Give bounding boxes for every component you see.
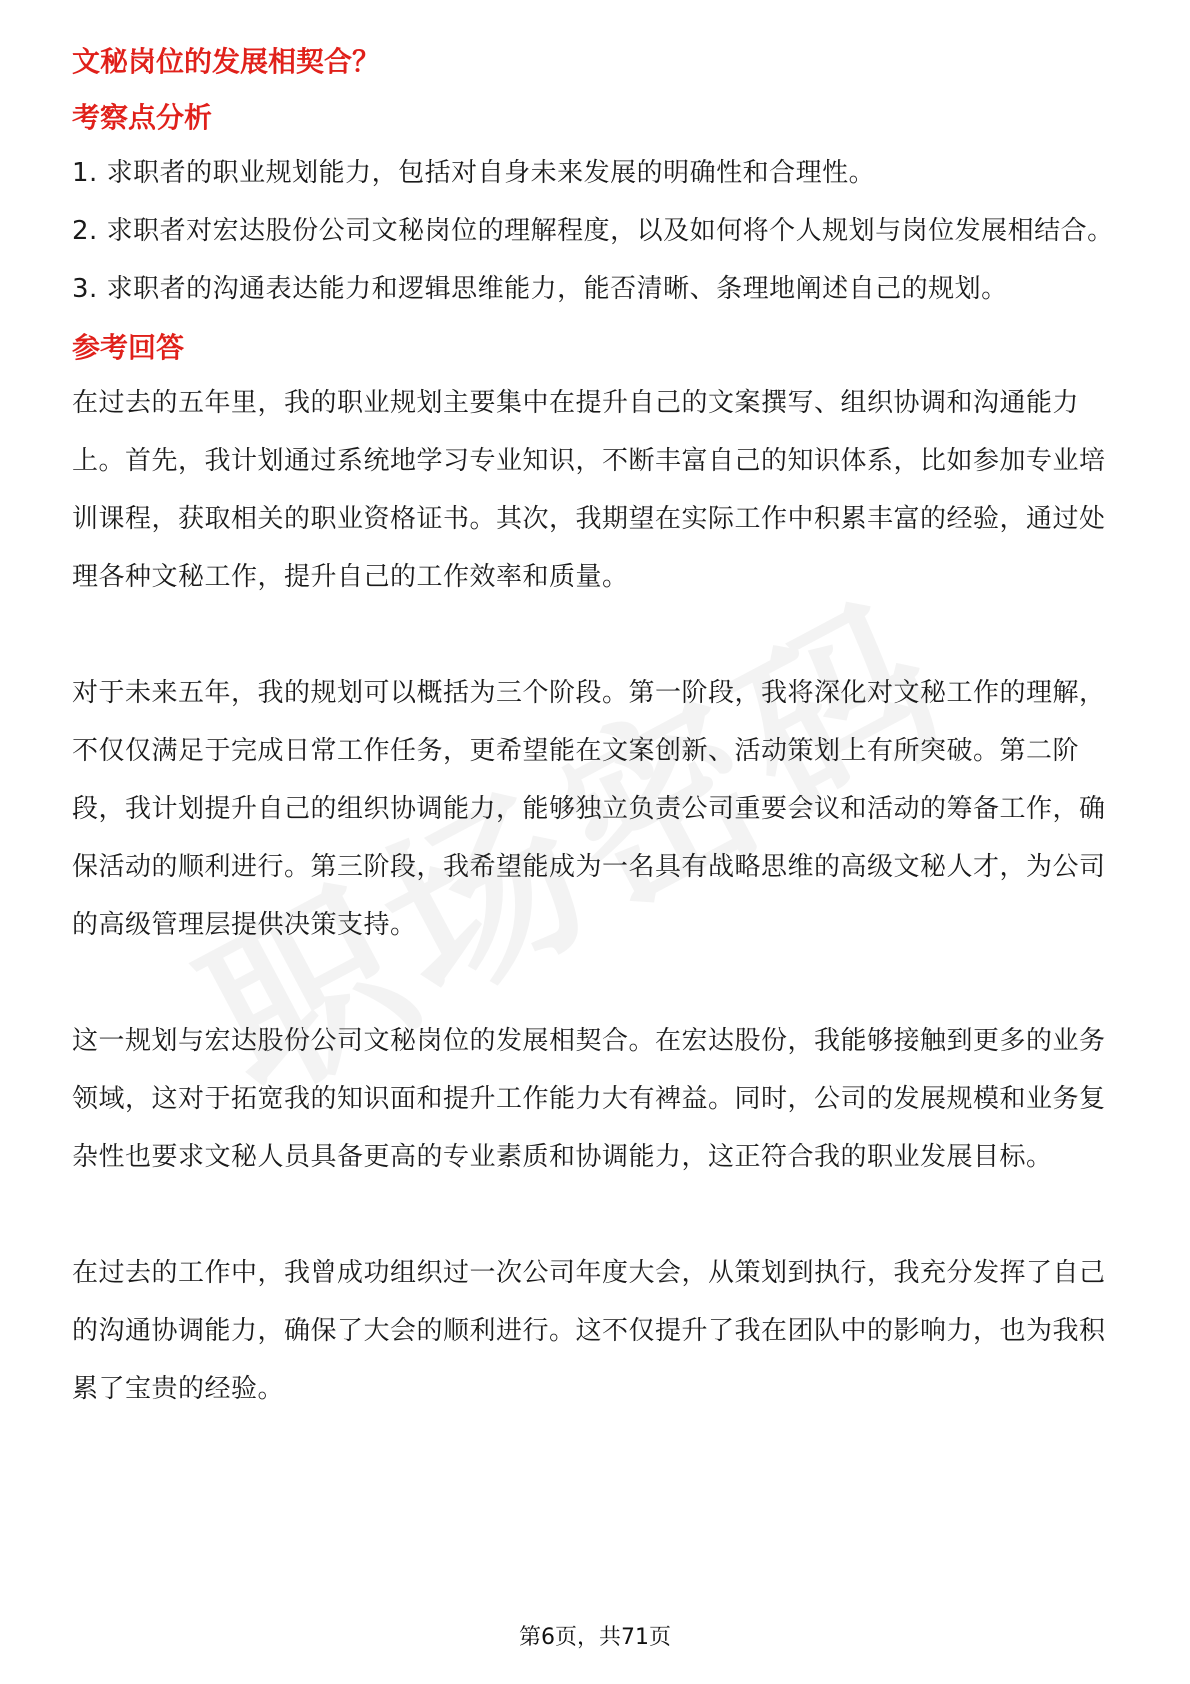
analysis-item: 3. 求职者的沟通表达能力和逻辑思维能力，能否清晰、条理地阐述自己的规划。 <box>72 274 1008 304</box>
answer-paragraph: 在过去的工作中，我曾成功组织过一次公司年度大会，从策划到执行，我充分发挥了自己的沟通协调能力，确保了大会的顺利进行。这不仅提升了我在团队中的影响力，也为我积累了宝贵的经验。 <box>72 1258 1106 1404</box>
answer-heading: 参考回答 <box>72 331 185 364</box>
answer-paragraph: 这一规划与宏达股份公司文秘岗位的发展相契合。在宏达股份，我能够接触到更多的业务领域，这对于拓宽我的知识面和提升工作能力大有裨益。同时，公司的发展规模和业务复杂性也要求文秘人员具备更高的专业素质和协调能力，这正符合我的职业发展目标。 <box>72 1026 1106 1172</box>
analysis-item: 2. 求职者对宏达股份公司文秘岗位的理解程度，以及如何将个人规划与岗位发展相结合。 <box>72 216 1114 246</box>
document-content <box>72 42 1122 1418</box>
answer-paragraph: 在过去的五年里，我的职业规划主要集中在提升自己的文案撰写、组织协调和沟通能力上。首先，我计划通过系统地学习专业知识，不断丰富自己的知识体系，比如参加专业培训课程，获取相关的职业资格证书。其次，我期望在实际工作中积累丰富的经验，通过处理各种文秘工作，提升自己的工作效率和质量。 <box>72 388 1106 592</box>
answer-paragraph: 对于未来五年，我的规划可以概括为三个阶段。第一阶段，我将深化对文秘工作的理解，不仅仅满足于完成日常工作任务，更希望能在文案创新、活动策划上有所突破。第二阶段，我计划提升自己的组织协调能力，能够独立负责公司重要会议和活动的筹备工作，确保活动的顺利进行。第三阶段，我希望能成为一名具有战略思维的高级文秘人才，为公司的高级管理层提供决策支持。 <box>72 678 1106 940</box>
question-title: 文秘岗位的发展相契合？ <box>72 45 381 78</box>
analysis-item: 1. 求职者的职业规划能力，包括对自身未来发展的明确性和合理性。 <box>72 158 876 188</box>
page-number: 第6页，共71页 <box>519 1625 671 1650</box>
analysis-heading: 考察点分析 <box>72 101 213 134</box>
